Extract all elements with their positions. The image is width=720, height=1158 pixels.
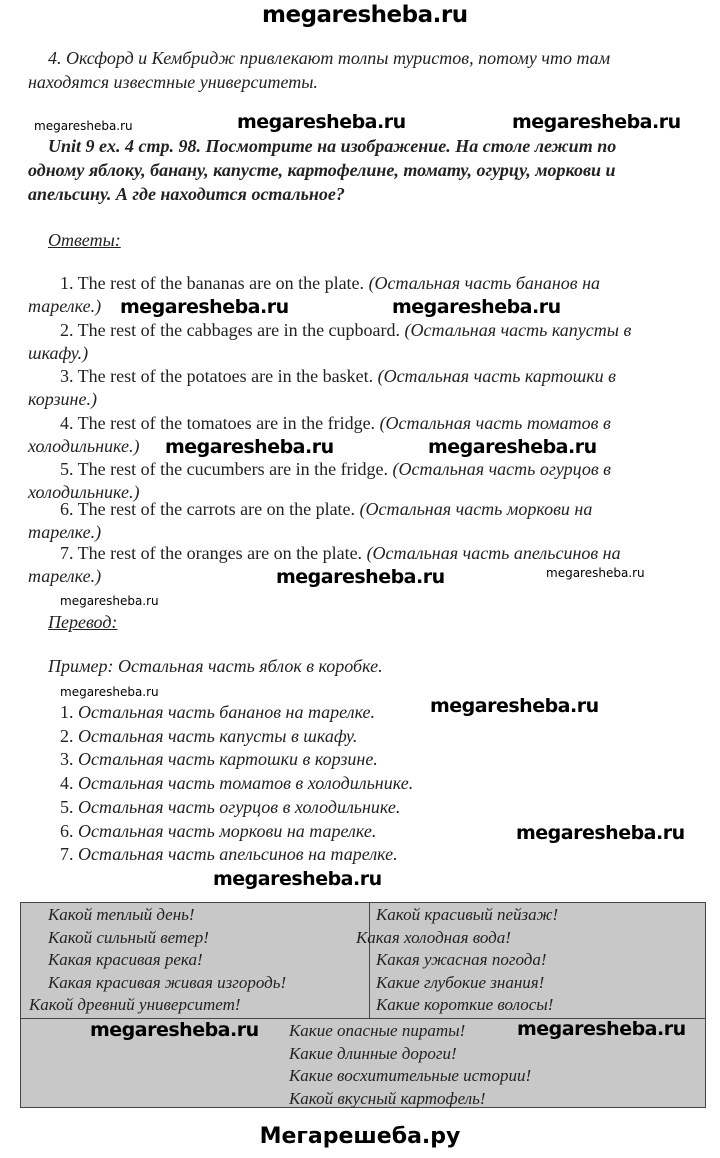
table-phrase: Какой сильный ветер!	[48, 927, 209, 947]
watermark: megaresheba.ru	[516, 822, 685, 844]
answer-english: 2. The rest of the cabbages are in the cupboard.	[60, 320, 401, 340]
table-phrase: Какие опасные пираты!	[289, 1021, 466, 1040]
translation-item: Остальная часть огурцов в холодильнике.	[78, 796, 401, 817]
translation-number: 1.	[60, 702, 74, 722]
table-phrase: Какие короткие волосы!	[376, 995, 554, 1014]
table-phrase: Какие длинные дороги!	[289, 1043, 457, 1063]
answer-russian: (Остальная часть картошки в	[377, 366, 616, 386]
answer-english: 5. The rest of the cucumbers are in the fridge.	[60, 459, 389, 479]
translation-number: 5.	[60, 796, 74, 817]
answer-item	[60, 498, 592, 520]
table-phrase: Какая красивая живая изгородь!	[48, 972, 287, 992]
translation-number: 4.	[60, 773, 74, 794]
table-phrase: Какие восхитительные истории!	[289, 1066, 532, 1085]
answers-heading: Ответы:	[48, 230, 121, 250]
answer-english: 6. The rest of the carrots are on the plate.	[60, 499, 356, 519]
answer-russian-cont: тарелке.)	[28, 296, 102, 316]
watermark: megaresheba.ru	[430, 695, 599, 717]
answer-english: 3. The rest of the potatoes are in the basket.	[60, 366, 374, 386]
table-phrase: Какой красивый пейзаж!	[376, 905, 559, 924]
table-phrase: Какая ужасная погода!	[376, 950, 547, 969]
answer-item	[60, 542, 621, 564]
answer-russian: (Остальная часть огурцов в	[392, 459, 611, 479]
answer-item	[60, 272, 600, 294]
footer-watermark: Мегарешеба.ру	[259, 1124, 461, 1149]
answer-russian: (Остальная часть апельсинов на	[366, 543, 621, 563]
answer-item	[60, 458, 611, 480]
translation-number: 2.	[60, 725, 74, 746]
watermark: megaresheba.ru	[165, 436, 334, 458]
answer-item	[60, 412, 611, 434]
answer-russian: (Остальная часть томатов в	[379, 413, 611, 433]
table-phrase: Какой вкусный картофель!	[289, 1088, 486, 1108]
table-phrase: Какая холодная вода!	[356, 927, 511, 947]
watermark: megaresheba.ru	[213, 868, 382, 890]
table-phrase: Какие глубокие знания!	[376, 972, 545, 992]
watermark: megaresheba.ru	[237, 111, 406, 133]
watermark: megaresheba.ru	[90, 1019, 259, 1041]
answer-russian-cont: холодильнике.)	[28, 436, 140, 456]
answer-russian-cont: тарелке.)	[28, 566, 102, 586]
translation-number: 6.	[60, 820, 74, 841]
answer-russian: (Остальная часть бананов на	[368, 273, 601, 293]
task-line: одному яблоку, банану, капусте, картофелине, томату, огурцу, моркови и	[28, 160, 616, 180]
exclamations-table	[20, 902, 706, 1108]
translation-item: Остальная часть картошки в корзине.	[78, 749, 378, 770]
translation-item: Остальная часть томатов в холодильнике.	[78, 773, 414, 794]
answer-english: 4. The rest of the tomatoes are in the fridge.	[60, 413, 376, 433]
table-divider	[369, 903, 370, 1018]
answer-russian-cont: корзине.)	[28, 389, 97, 409]
watermark: megaresheba.ru	[546, 566, 645, 580]
watermark: megaresheba.ru	[60, 594, 159, 608]
answer-russian-cont: тарелке.)	[28, 522, 102, 542]
answer-item	[60, 319, 631, 341]
watermark: megaresheba.ru	[392, 296, 561, 318]
translation-number: 3.	[60, 749, 74, 770]
translation-heading: Перевод:	[48, 612, 118, 632]
watermark: megaresheba.ru	[517, 1018, 686, 1040]
table-phrase: Какая красивая река!	[48, 950, 203, 969]
answer-russian-cont: холодильнике.)	[28, 482, 140, 502]
translation-number: 7.	[60, 844, 74, 865]
table-phrase: Какой древний университет!	[29, 995, 241, 1014]
header-watermark: megaresheba.ru	[262, 2, 468, 28]
answer-russian-cont: шкафу.)	[28, 343, 89, 363]
watermark: megaresheba.ru	[60, 685, 159, 699]
translation-item: Остальная часть бананов на тарелке.	[78, 702, 376, 722]
watermark: megaresheba.ru	[34, 119, 133, 133]
example-line: Пример: Остальная часть яблок в коробке.	[48, 656, 383, 676]
watermark: megaresheba.ru	[120, 296, 289, 318]
watermark: megaresheba.ru	[512, 111, 681, 133]
answer-english: 7. The rest of the oranges are on the plate.	[60, 543, 363, 563]
table-phrase: Какой теплый день!	[48, 905, 195, 924]
answer-english: 1. The rest of the bananas are on the plate.	[60, 273, 365, 293]
prev-item-line: находятся известные университеты.	[28, 72, 318, 92]
watermark: megaresheba.ru	[276, 566, 445, 588]
task-line: Unit 9 ex. 4 стр. 98. Посмотрите на изображение. На столе лежит по	[48, 136, 617, 156]
answer-russian: (Остальная часть капусты в	[404, 320, 632, 340]
translation-item: Остальная часть капусты в шкафу.	[78, 725, 358, 746]
watermark: megaresheba.ru	[428, 436, 597, 458]
translation-item: Остальная часть моркови на тарелке.	[78, 820, 377, 841]
answer-russian: (Остальная часть моркови на	[359, 499, 593, 519]
task-line: апельсину. А где находится остальное?	[28, 184, 345, 204]
translation-item: Остальная часть апельсинов на тарелке.	[78, 844, 398, 865]
answer-item	[60, 365, 616, 387]
prev-item-line: 4. Оксфорд и Кембридж привлекают толпы туристов, потому что там	[48, 48, 611, 68]
